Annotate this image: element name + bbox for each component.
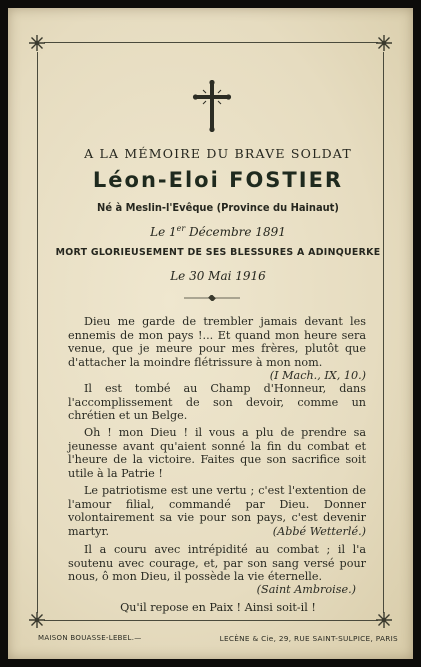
quote-paragraph: Dieu me garde de trembler jamais devant les ennemis de mon pays !... Et quand mon heure sera venue, que je meure pour mes frères, plutôt que d'attacher la moindre flétrissure à mon nom. xyxy=(68,315,366,369)
soldier-name: Léon-Eloi FOSTIER xyxy=(92,168,344,192)
border-bottom xyxy=(44,620,378,621)
printer-footer xyxy=(38,634,398,643)
death-line: MORT GLORIEUSEMENT DE SES BLESSURES A ADINQUERKE xyxy=(55,247,381,258)
prayer-paragraph: Oh ! mon Dieu ! il vous a plu de prendre sa jeunesse avant qu'aient sonné la fin du combat et l'heure de la victoire. Faites que son sacrifice soit utile à la Patrie ! xyxy=(68,426,366,480)
memorial-card xyxy=(8,8,413,659)
separator-ornament-icon xyxy=(184,295,240,301)
publisher-name: MAISON BOUASSE-LEBEL.— xyxy=(38,634,142,642)
corner-ornament-icon xyxy=(28,34,46,52)
dedication-heading: A LA MÉMOIRE DU BRAVE SOLDAT xyxy=(84,146,352,161)
birth-date: Le 1er Décembre 1891 xyxy=(150,224,286,239)
border-top xyxy=(44,42,378,43)
border-left xyxy=(37,52,38,613)
courage-paragraph: Il a couru avec intrépidité au combat ; il l'a soutenu avec courage, et, par son sang versé pour nous, ô mon Dieu, il possède la vie éternelle. xyxy=(68,543,366,584)
citation: (Saint Ambroise.) xyxy=(256,583,356,596)
patriotism-paragraph: Le patriotisme est une vertu ; c'est l'extention de l'amour filial, commandé par Dieu. Donner volontairement sa vie pour son pays, c'est devenir martyr. xyxy=(68,484,366,538)
citation: (I Mach., IX, 10.) xyxy=(269,369,366,382)
closing-prayer: Qu'il repose en Paix ! Ainsi soit-il ! xyxy=(120,601,316,614)
publisher-address: LECÈNE & Cie, 29, RUE SAINT-SULPICE, PARIS xyxy=(219,634,398,643)
border-right xyxy=(383,52,384,613)
corner-ornament-icon xyxy=(375,34,393,52)
citation: (Abbé Wetterlé.) xyxy=(272,525,366,538)
cross-icon xyxy=(192,80,232,132)
death-date: Le 30 Mai 1916 xyxy=(170,269,266,283)
corner-ornament-icon xyxy=(28,611,46,629)
tribute-paragraph: Il est tombé au Champ d'Honneur, dans l'accomplissement de son devoir, comme un chrétien et un Belge. xyxy=(68,382,366,423)
birth-place: Né à Meslin-l'Evêque (Province du Hainaut) xyxy=(97,201,339,214)
